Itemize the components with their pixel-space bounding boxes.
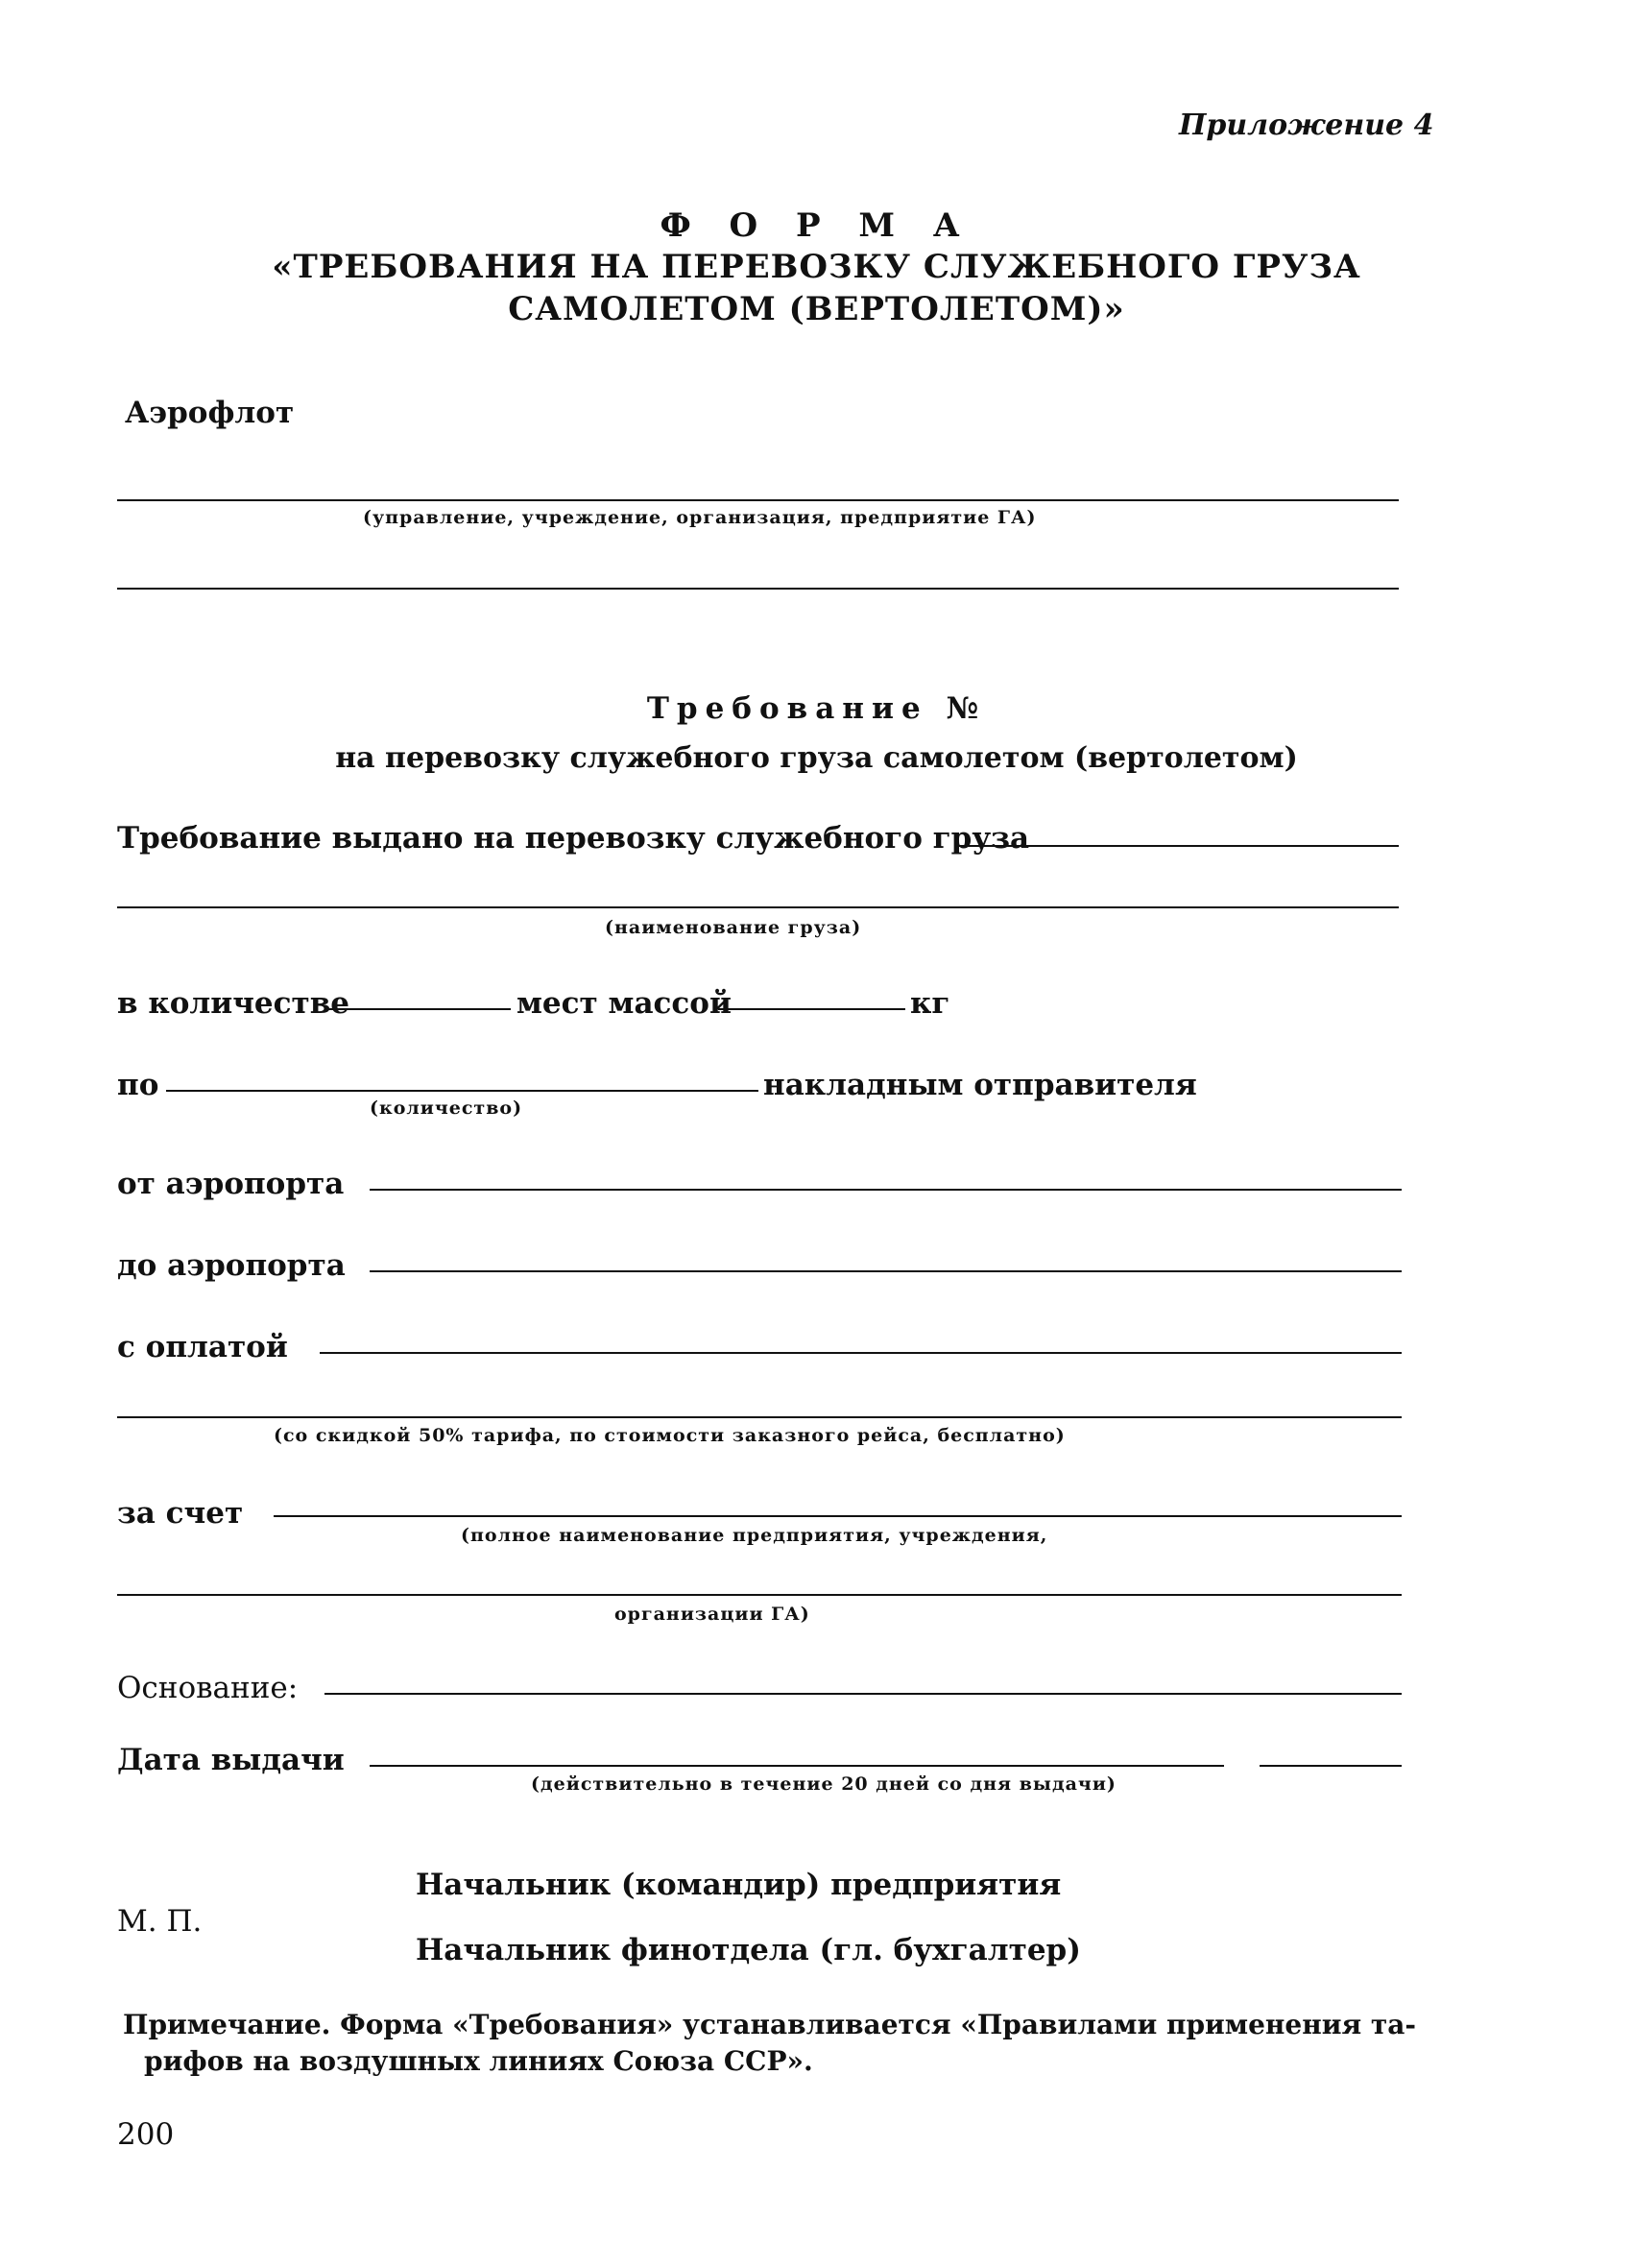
- basis-line[interactable]: [324, 1693, 1402, 1695]
- form-title-word: Ф О Р М А: [660, 206, 973, 245]
- note-line-1: Примечание. Форма «Требования» устанавливается «Правилами применения та-: [123, 2009, 1417, 2040]
- account-line-2[interactable]: [117, 1594, 1402, 1596]
- to-airport-line[interactable]: [370, 1270, 1402, 1272]
- quantity-label: в количестве: [117, 986, 350, 1021]
- aeroflot-label: Аэрофлот: [125, 396, 295, 430]
- account-caption-2: организации ГА): [614, 1604, 810, 1625]
- account-caption-1: (полное наименование предприятия, учреждения,: [461, 1525, 1048, 1546]
- by-label: по: [117, 1068, 159, 1102]
- org-line[interactable]: [117, 499, 1399, 501]
- to-airport-label: до аэропорта: [117, 1248, 346, 1283]
- issue-date-line-2[interactable]: [1260, 1765, 1402, 1767]
- places-mass-label: мест массой: [516, 986, 732, 1021]
- note-line-2: рифов на воздушных линиях Союза ССР».: [144, 2045, 813, 2077]
- from-airport-line[interactable]: [370, 1189, 1402, 1191]
- finance-signature-label: Начальник финотдела (гл. бухгалтер): [416, 1933, 1081, 1967]
- basis-label: Основание:: [117, 1671, 299, 1705]
- waybills-label: накладным отправителя: [763, 1068, 1197, 1102]
- quantity-caption: (количество): [370, 1098, 523, 1119]
- requirement-heading: Требование №: [646, 691, 987, 726]
- cargo-caption: (наименование груза): [605, 917, 862, 938]
- requirement-subheading: на перевозку служебного груза самолетом (вертолетом): [335, 741, 1298, 775]
- payment-caption: (со скидкой 50% тарифа, по стоимости заказного рейса, бесплатно): [274, 1425, 1066, 1446]
- appendix-label: Приложение 4: [1179, 109, 1434, 142]
- kg-label: кг: [910, 986, 950, 1021]
- account-line-1[interactable]: [274, 1515, 1402, 1517]
- issued-for-label: Требование выдано на перевозку служебного груза: [117, 821, 1030, 856]
- from-airport-label: от аэропорта: [117, 1167, 345, 1201]
- mass-line[interactable]: [718, 1008, 905, 1010]
- account-label: за счет: [117, 1496, 244, 1531]
- payment-label: с оплатой: [117, 1330, 288, 1364]
- quantity-line[interactable]: [328, 1008, 511, 1010]
- org-line-2[interactable]: [117, 588, 1399, 590]
- stamp-label: М. П.: [117, 1904, 203, 1939]
- issue-date-label: Дата выдачи: [117, 1743, 345, 1777]
- issue-date-line[interactable]: [370, 1765, 1224, 1767]
- cargo-line-2[interactable]: [117, 906, 1399, 908]
- form-title-line3: САМОЛЕТОМ (ВЕРТОЛЕТОМ)»: [508, 290, 1125, 328]
- chief-signature-label: Начальник (командир) предприятия: [416, 1868, 1062, 1902]
- org-caption: (управление, учреждение, организация, предприятие ГА): [363, 507, 1037, 528]
- page-number: 200: [117, 2117, 175, 2152]
- payment-line-2[interactable]: [117, 1416, 1402, 1418]
- payment-line[interactable]: [320, 1352, 1402, 1354]
- date-caption: (действительно в течение 20 дней со дня выдачи): [531, 1773, 1117, 1795]
- form-title-line2: «ТРЕБОВАНИЯ НА ПЕРЕВОЗКУ СЛУЖЕБНОГО ГРУЗА: [272, 248, 1361, 286]
- cargo-line-1[interactable]: [955, 845, 1399, 847]
- waybills-count-line[interactable]: [166, 1090, 758, 1092]
